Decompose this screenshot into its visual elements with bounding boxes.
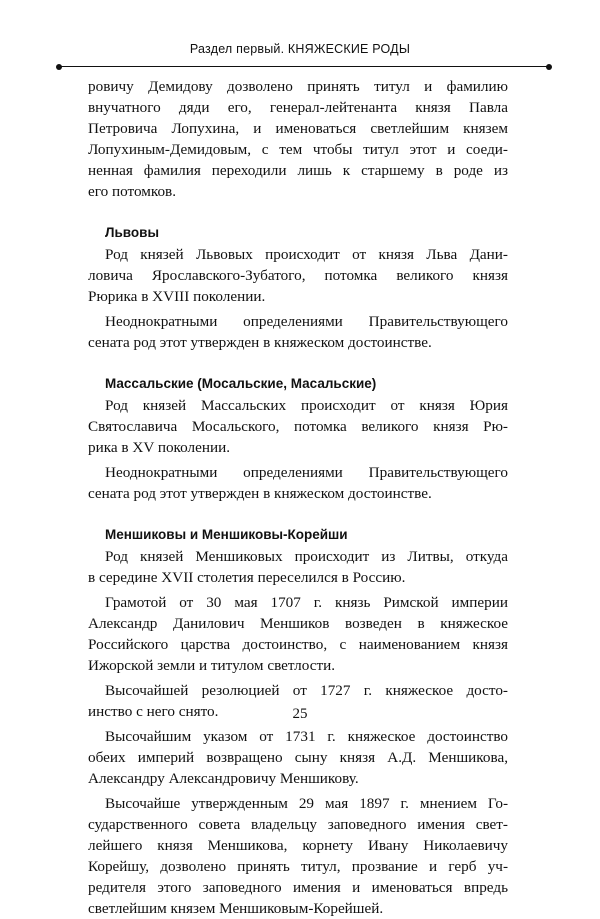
page-body xyxy=(88,76,508,919)
paragraph xyxy=(88,726,508,789)
paragraph xyxy=(88,311,508,353)
text-line: в середине XVII столетия переселился в Россию. xyxy=(88,569,406,586)
paragraph xyxy=(88,793,508,919)
text-line: Александру Александровичу Меншикову. xyxy=(88,770,359,787)
text-line: ненная фамилия переходили лишь к старшему в роде из xyxy=(88,162,508,179)
text-line: светлейшим князем Меншиковым-Корейшей. xyxy=(88,900,384,917)
text-line: Грамотой от 30 мая 1707 г. князь Римской империи xyxy=(105,594,508,611)
text-line: инство с него снято. xyxy=(88,703,219,720)
paragraph xyxy=(88,546,508,588)
text-line: Неоднократными определениями Правительствующего xyxy=(105,313,508,330)
text-line: внучатного дяди его, генерал-лейтенанта князя Павла xyxy=(88,99,508,116)
text-line: лейшего князя Меншикова, корнету Ивану Николаевичу xyxy=(88,837,508,854)
text-line: Род князей Львовых происходит от князя Льва Дани- xyxy=(105,246,508,263)
text-line: Ижорской земли и титулом светлости. xyxy=(88,657,336,674)
paragraph xyxy=(88,592,508,676)
running-head: Раздел первый. КНЯЖЕСКИЕ РОДЫ xyxy=(189,42,411,56)
section-heading: Массальские (Мосальские, Масальские) xyxy=(105,376,377,391)
text-line: его потомков. xyxy=(88,183,177,200)
paragraph xyxy=(88,462,508,504)
text-line: Корейшу, дозволено принять титул, прозвание и герб уч- xyxy=(88,858,508,875)
section-lvovy xyxy=(88,223,508,353)
intro-paragraph xyxy=(88,76,508,202)
text-line: Род князей Массальских происходит от князя Юрия xyxy=(105,397,508,414)
section-heading: Меншиковы и Меншиковы-Корейши xyxy=(105,527,348,542)
text-line: Петровича Лопухина, и именоваться светлейшим князем xyxy=(88,120,508,137)
text-line: ловича Ярославского-Зубатого, потомка великого князя xyxy=(88,267,508,284)
paragraph xyxy=(88,395,508,458)
text-line: Высочайше утвержденным 29 мая 1897 г. мнением Го- xyxy=(105,795,508,812)
paragraph xyxy=(88,244,508,307)
header-rule xyxy=(60,66,548,67)
text-line: Род князей Меншиковых происходит из Литвы, откуда xyxy=(105,548,508,565)
text-line: Александр Данилович Меншиков возведен в княжеское xyxy=(88,615,508,632)
text-line: Рюрика в XVIII поколении. xyxy=(88,288,266,305)
section-heading: Львовы xyxy=(105,225,159,240)
text-line: Высочайшей резолюцией от 1727 г. княжеское досто- xyxy=(105,682,508,699)
text-line: рика в XV поколении. xyxy=(88,439,231,456)
text-line: обеих империй возвращено сыну князя А.Д. Меншикова, xyxy=(88,749,508,766)
text-line: ровичу Демидову дозволено принять титул и фамилию xyxy=(88,78,508,95)
text-line: Российского царства достоинство, с наименованием князя xyxy=(88,636,508,653)
text-line: сената род этот утвержден в княжеском достоинстве. xyxy=(88,334,432,351)
text-line: Лопухиным-Демидовым, с тем чтобы титул этот и соеди- xyxy=(88,141,508,158)
text-line: Неоднократными определениями Правительствующего xyxy=(105,464,508,481)
text-line: редителя этого заповедного имения и именоваться впредь xyxy=(88,879,508,896)
section-massalskie xyxy=(88,374,508,504)
text-line: сударственного совета владельцу заповедного имения свет- xyxy=(88,816,508,833)
page-number: 25 xyxy=(292,706,308,722)
text-line: Святославича Мосальского, потомка великого князя Рю- xyxy=(88,418,508,435)
text-line: Высочайшим указом от 1731 г. княжеское достоинство xyxy=(105,728,508,745)
text-line: сената род этот утвержден в княжеском достоинстве. xyxy=(88,485,432,502)
